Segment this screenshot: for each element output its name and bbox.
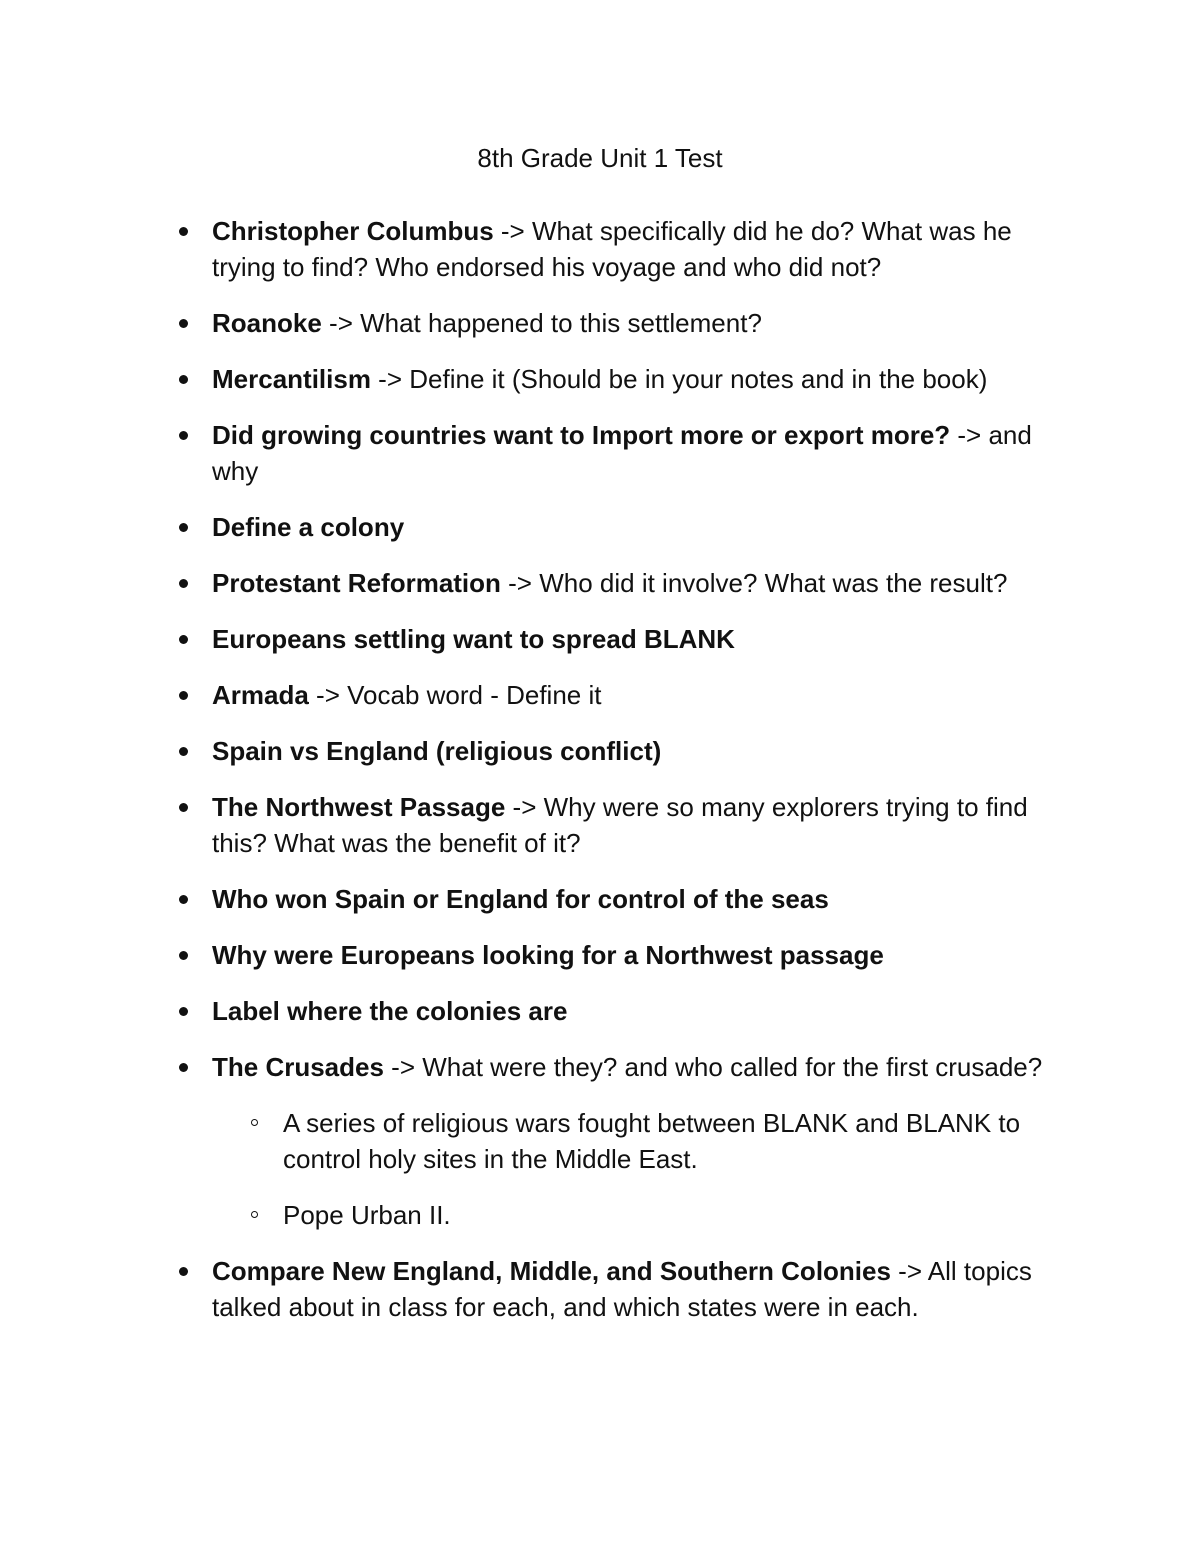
bullet-icon [179, 319, 188, 328]
sublist-item-text: Pope Urban II. [283, 1200, 451, 1230]
item-term: Roanoke [212, 308, 322, 338]
list-item-control-of-seas [212, 881, 1082, 917]
list-item-import-export [212, 417, 1082, 489]
item-term: Armada [212, 680, 309, 710]
item-term: Protestant Reformation [212, 568, 501, 598]
item-description: -> What specifically did he do? What was he trying to find? Who endorsed his voyage and who did not? [212, 216, 1012, 282]
bullet-icon [179, 1267, 188, 1276]
hollow-bullet-icon [251, 1211, 258, 1218]
item-term: Did growing countries want to Import more or export more? [212, 420, 951, 450]
item-description: -> Why were so many explorers trying to find this? What was the benefit of it? [212, 792, 1028, 858]
sublist-item [283, 1197, 1082, 1233]
list-item-compare-colonies [212, 1253, 1082, 1325]
item-term: The Northwest Passage [212, 792, 506, 822]
bullet-icon [179, 431, 188, 440]
document-title: 8th Grade Unit 1 Test [477, 143, 723, 173]
list-item-europeans-spread [212, 621, 1082, 657]
item-term: Spain vs England (religious conflict) [212, 736, 662, 766]
bullet-icon [179, 895, 188, 904]
bullet-icon [179, 635, 188, 644]
item-term: Define a colony [212, 512, 405, 542]
crusades-sublist [212, 1105, 1082, 1233]
list-item-define-colony [212, 509, 1082, 545]
item-term: Europeans settling want to spread BLANK [212, 624, 735, 654]
sublist-item [283, 1105, 1082, 1177]
list-item-christopher-columbus [212, 213, 1082, 285]
sublist-item-text: A series of religious wars fought between BLANK and BLANK to control holy sites in the Middle East. [283, 1108, 1021, 1174]
item-description: -> Vocab word - Define it [308, 680, 602, 710]
item-term: Who won Spain or England for control of the seas [212, 884, 829, 914]
bullet-icon [179, 1063, 188, 1072]
list-item-mercantilism [212, 361, 1082, 397]
item-term: The Crusades [212, 1052, 384, 1082]
hollow-bullet-icon [251, 1119, 258, 1126]
item-term: Why were Europeans looking for a Northwest passage [212, 940, 884, 970]
item-description: -> What happened to this settlement? [321, 308, 762, 338]
bullet-icon [179, 1007, 188, 1016]
item-term: Compare New England, Middle, and Southern Colonies [212, 1256, 891, 1286]
item-term: Label where the colonies are [212, 996, 568, 1026]
item-description: -> All topics talked about in class for each, and which states were in each. [212, 1256, 1032, 1322]
list-item-crusades [212, 1049, 1082, 1233]
list-item-spain-vs-england [212, 733, 1082, 769]
item-description: -> Who did it involve? What was the result? [500, 568, 1008, 598]
list-item-armada [212, 677, 1082, 713]
list-item-label-colonies [212, 993, 1082, 1029]
list-item-why-northwest-passage [212, 937, 1082, 973]
bullet-icon [179, 523, 188, 532]
bullet-icon [179, 227, 188, 236]
bullet-icon [179, 951, 188, 960]
bullet-icon [179, 579, 188, 588]
list-item-northwest-passage [212, 789, 1082, 861]
item-description: -> Define it (Should be in your notes and in the book) [370, 364, 988, 394]
list-item-roanoke [212, 305, 1082, 341]
list-item-protestant-reformation [212, 565, 1082, 601]
item-description: -> What were they? and who called for the first crusade? [383, 1052, 1043, 1082]
study-guide-list [212, 213, 1082, 1345]
item-term: Christopher Columbus [212, 216, 494, 246]
item-term: Mercantilism [212, 364, 371, 394]
bullet-icon [179, 747, 188, 756]
item-description: -> and why [212, 420, 1032, 486]
bullet-icon [179, 375, 188, 384]
bullet-icon [179, 691, 188, 700]
bullet-icon [179, 803, 188, 812]
